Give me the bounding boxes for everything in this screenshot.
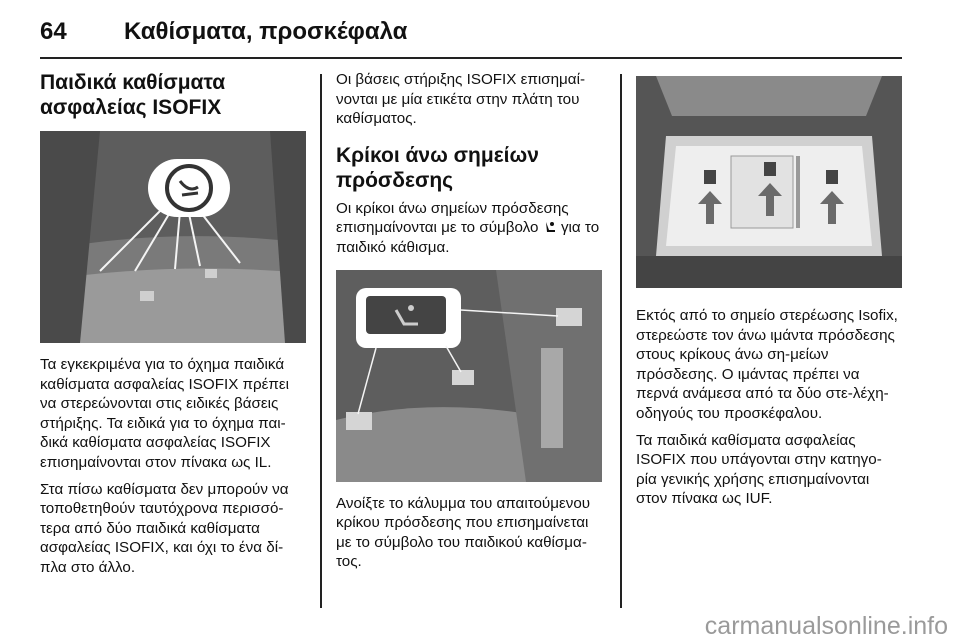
column-divider-2	[620, 74, 622, 608]
top-tether-paragraph-1	[336, 199, 606, 258]
top-tether-paragraph-2: Ανοίξτε το κάλυμμα του απαιτούμενου κρίκου πρόσδεσης που επισημαίνεται με το σύμβολο του παιδικού καθίσμα-τος.	[336, 494, 591, 571]
page-number: 64	[40, 18, 67, 45]
child-seat-symbol-icon	[543, 220, 557, 234]
header-rule	[40, 57, 902, 59]
trunk-tether-figure	[636, 76, 902, 288]
top-tether-figure	[336, 270, 602, 482]
isofix-label-paragraph: Οι βάσεις στήριξης ISOFIX επισημαί-νονται με μία ετικέτα στην πλάτη του καθίσματος.	[336, 71, 586, 128]
top-tether-paragraph-1-start: Οι κρίκοι άνω σημείων πρόσδεσης επισημαίνονται με το σύμβολο	[336, 199, 569, 237]
isofix-paragraph-2: Στα πίσω καθίσματα δεν μπορούν να τοποθετηθούν ταυτόχρονα περισσό-τερα από δύο παιδικά καθίσματα ασφαλείας ISOFIX, και όχι το ένα δί-πλα στο άλλο.	[40, 480, 289, 576]
column-2	[336, 70, 606, 572]
page-header	[40, 14, 900, 54]
tether-routing-paragraph: Εκτός από το σημείο στερέωσης Isofix, στερεώστε τον άνω ιμάντα πρόσδεσης στους κρίκους άνω ση-μείων πρόσδεσης. Ο ιμάντας πρέπει να περνά ανάμεσα από τα δύο στε-λέχη-οδηγούς του προσκέφαλου.	[636, 307, 898, 422]
isofix-seat-figure	[40, 131, 306, 343]
top-tether-paragraph-1-end: για το παιδικό κάθισμα.	[336, 219, 600, 256]
section-heading-isofix: Παιδικά καθίσματα ασφαλείας ISOFIX	[40, 71, 226, 119]
chapter-title: Καθίσματα, προσκέφαλα	[124, 18, 408, 45]
iuf-paragraph: Τα παιδικά καθίσματα ασφαλείας ISOFIX που υπάγονται στην κατηγο-ρία γενικής χρήσης επισημαίνονται στον πίνακα ως IUF.	[636, 431, 882, 508]
column-3	[636, 70, 902, 509]
section-heading-top-tether: Κρίκοι άνω σημείων πρόσδεσης	[336, 143, 539, 192]
column-1	[40, 70, 306, 578]
watermark: carmanualsonline.info	[704, 612, 948, 640]
isofix-paragraph-1: Τα εγκεκριμένα για το όχημα παιδικά καθίσματα ασφαλείας ISOFIX πρέπει να στερεώνονται στις ειδικές βάσεις στήριξης. Τα ειδικά για το όχημα παι-δικά καθίσματα ασφαλείας ISOFIX επισημαίνονται στον πίνακα ως IL.	[40, 356, 290, 471]
column-divider-1	[320, 74, 322, 608]
